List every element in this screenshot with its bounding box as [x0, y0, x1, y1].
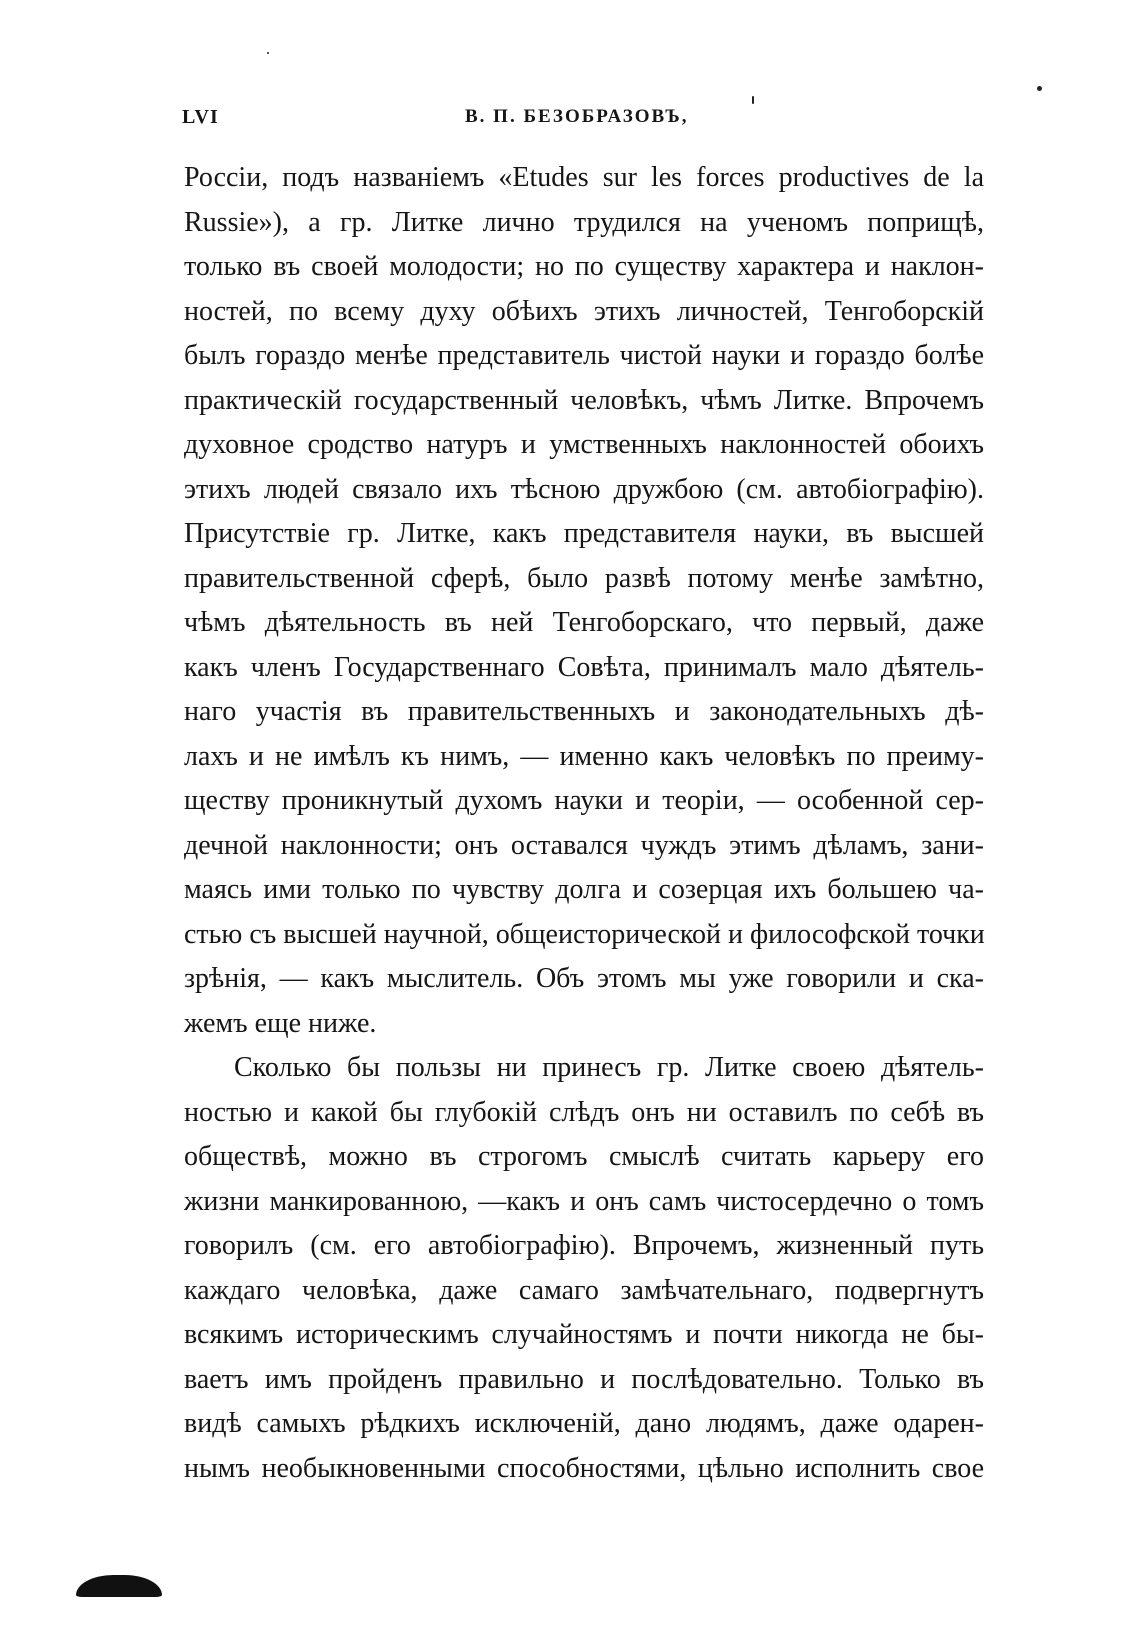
text-line: ществу проникнутый духомъ науки и теоріи, — особенной сер-	[184, 785, 984, 816]
text-line: Сколько бы пользы ни принесъ гр. Литке своею дѣятель-	[234, 1052, 984, 1083]
text-line: говорилъ (см. его автобіографію). Впрочемъ, жизненный путь	[184, 1230, 984, 1261]
text-line: наго участія въ правительственныхъ и законодательныхъ дѣ-	[184, 696, 984, 727]
text-line: дечной наклонности; онъ оставался чуждъ этимъ дѣламъ, зани-	[184, 829, 984, 861]
body-text	[184, 156, 984, 1491]
text-line: обществѣ, можно въ строгомъ смыслѣ считать карьеру его	[184, 1141, 984, 1172]
text-line: былъ гораздо менѣе представитель чистой науки и гораздо болѣе	[184, 340, 984, 371]
text-line: лахъ и не имѣлъ къ нимъ, — именно какъ человѣкъ по преиму-	[184, 740, 984, 772]
ink-speck	[1037, 86, 1042, 91]
text-line: какъ членъ Государственнаго Совѣта, принималъ мало дѣятель-	[184, 651, 984, 683]
text-line: этихъ людей связало ихъ тѣсною дружбою (см. автобіографію).	[184, 473, 984, 505]
text-line: каждаго человѣка, даже самаго замѣчательнаго, подвергнутъ	[184, 1274, 984, 1306]
text-line: нымъ необыкновенными способностями, цѣльно исполнить свое	[184, 1452, 984, 1484]
text-line: ваетъ имъ пройденъ правильно и послѣдовательно. Только въ	[184, 1363, 984, 1395]
text-line: жемъ еще ниже.	[184, 1007, 377, 1039]
text-line: практическій государственный человѣкъ, чѣмъ Литке. Впрочемъ	[184, 384, 984, 416]
text-line: чѣмъ дѣятельность въ ней Тенгоборскаго, что первый, даже	[184, 607, 984, 638]
text-line: Russie»), а гр. Литке лично трудился на ученомъ поприщѣ,	[184, 206, 984, 238]
page-number: LVI	[182, 106, 219, 128]
text-line: стью съ высшей научной, общеисторической и философской точки	[184, 918, 985, 950]
running-title: В. П. БЕЗОБРАЗОВЪ,	[465, 106, 689, 127]
text-line: зрѣнія, — какъ мыслитель. Объ этомъ мы уже говорили и ска-	[184, 963, 984, 994]
ink-speck	[267, 52, 269, 54]
paragraph-2	[184, 1046, 984, 1491]
running-header	[182, 106, 982, 138]
ink-speck	[752, 96, 754, 104]
text-line: маясь ими только по чувству долга и созерцая ихъ большею ча-	[184, 874, 984, 905]
text-line: жизни манкированною, —какъ и онъ самъ чистосердечно о томъ	[184, 1185, 984, 1217]
text-line: духовное сродство натуръ и умственныхъ наклонностей обоихъ	[184, 429, 984, 460]
scan-thumb-shadow	[76, 1575, 162, 1597]
text-line: правительственной сферѣ, было развѣ потому менѣе замѣтно,	[184, 562, 984, 594]
text-line: Присутствіе гр. Литке, какъ представителя науки, въ высшей	[184, 518, 984, 549]
text-line: видѣ самыхъ рѣдкихъ исключеній, дано людямъ, даже одарен-	[184, 1408, 984, 1439]
text-line: Россіи, подъ названіемъ «Etudes sur les forces productives de la	[184, 162, 984, 193]
text-line: всякимъ историческимъ случайностямъ и почти никогда не бы-	[184, 1319, 984, 1350]
text-line: ностью и какой бы глубокій слѣдъ онъ ни оставилъ по себѣ въ	[184, 1096, 984, 1128]
paragraph-1	[184, 156, 984, 1046]
text-line: только въ своей молодости; но по существу характера и наклон-	[184, 251, 984, 282]
text-line: ностей, по всему духу обѣихъ этихъ личностей, Тенгоборскій	[184, 295, 984, 327]
